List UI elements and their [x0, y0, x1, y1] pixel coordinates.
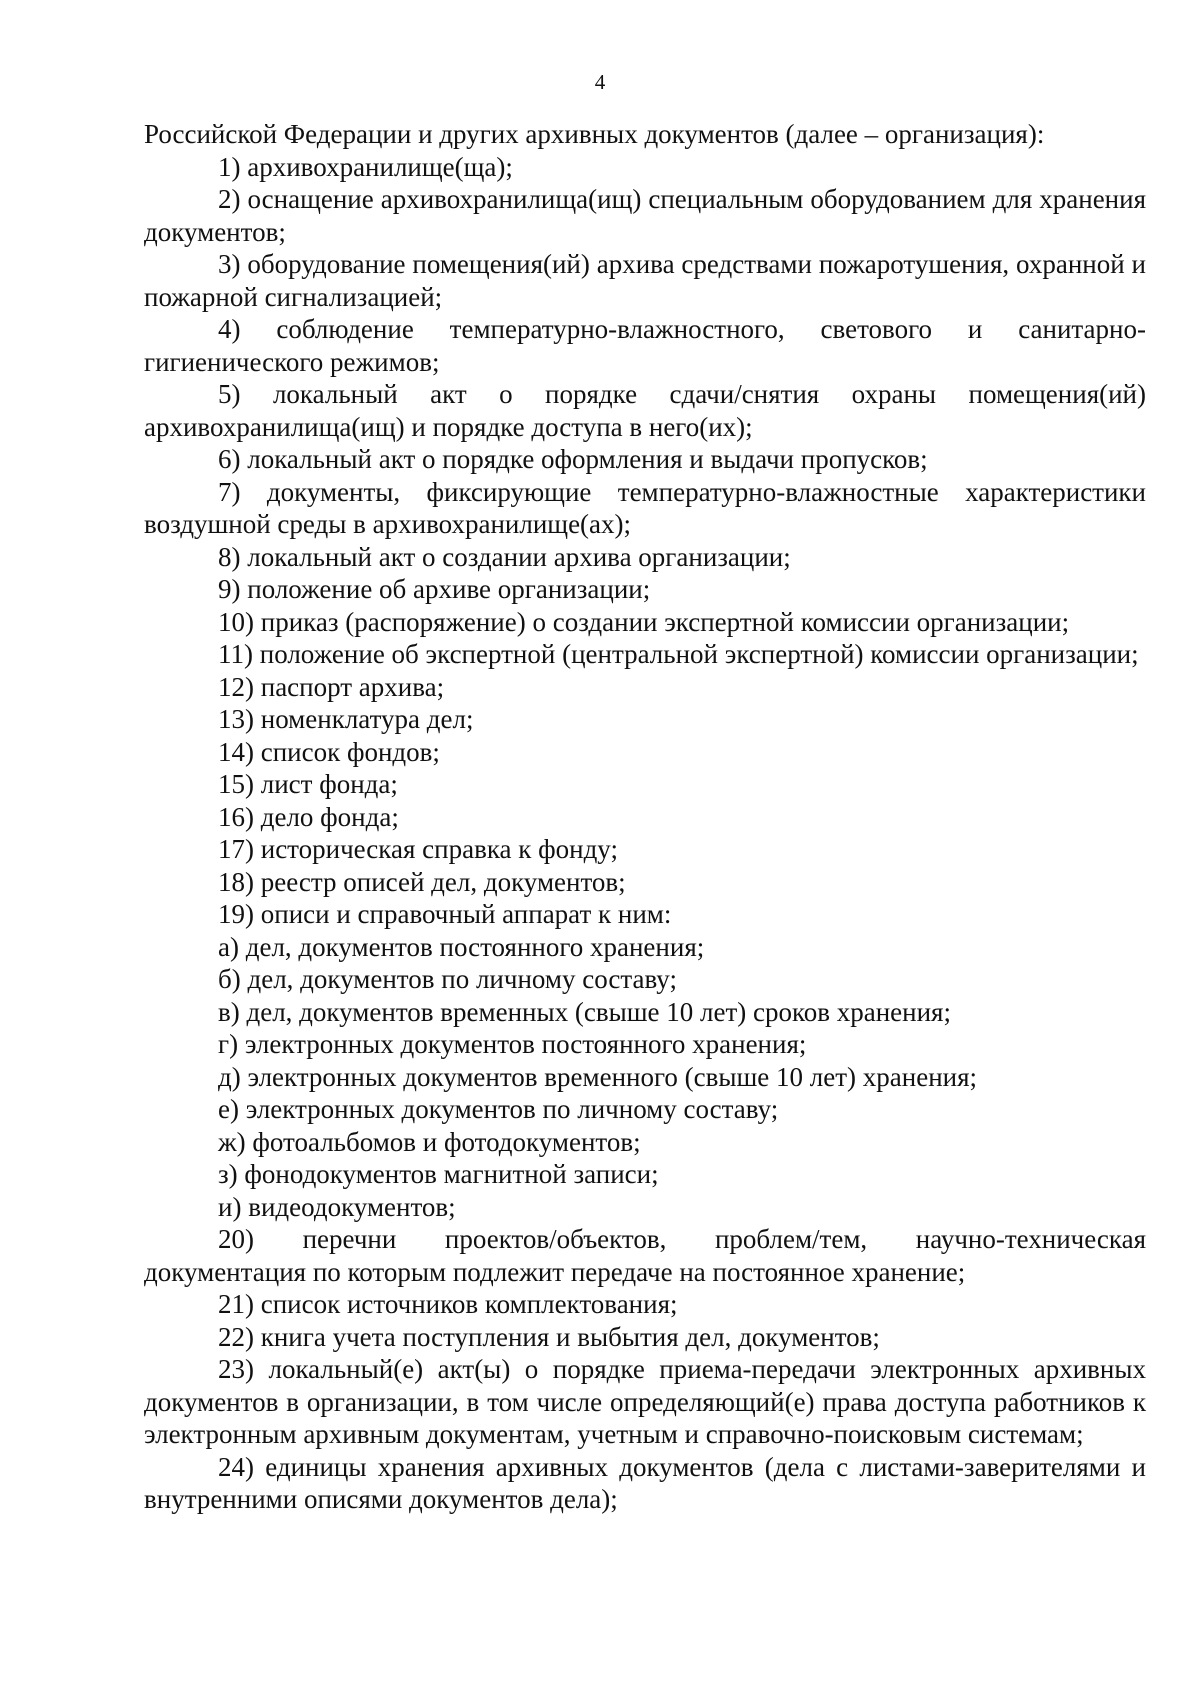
document-paragraph: 23) локальный(е) акт(ы) о порядке приема-передачи электронных архивных документов в организации, в том числе определяющий(е) права доступа работников к электронным архивным документам, учетным и справочно-поисковым системам;: [144, 1354, 1146, 1449]
document-paragraph: 17) историческая справка к фонду;: [218, 834, 618, 864]
document-paragraph: 2) оснащение архивохранилища(ищ) специальным оборудованием для хранения документов;: [144, 184, 1146, 247]
document-paragraph: 13) номенклатура дел;: [218, 704, 474, 734]
document-paragraph: 1) архивохранилище(ща);: [218, 151, 513, 182]
document-paragraph: а) дел, документов постоянного хранения;: [218, 931, 705, 962]
document-body: [144, 118, 1146, 1516]
document-paragraph: 18) реестр описей дел, документов;: [218, 866, 626, 897]
document-paragraph: 14) список фондов;: [218, 736, 440, 767]
document-paragraph: 19) описи и справочный аппарат к ним:: [218, 899, 672, 929]
document-paragraph: д) электронных документов временного (свыше 10 лет) хранения;: [218, 1061, 978, 1092]
page-number: 4: [594, 70, 606, 94]
document-paragraph: 15) лист фонда;: [218, 769, 398, 799]
document-paragraph: 22) книга учета поступления и выбытия дел, документов;: [218, 1321, 880, 1352]
document-paragraph: 21) список источников комплектования;: [218, 1289, 678, 1319]
document-paragraph: 4) соблюдение температурно-влажностного, светового и санитарно-гигиенического режимов;: [144, 314, 1146, 377]
document-paragraph: 11) положение об экспертной (центральной экспертной) комиссии организации;: [218, 639, 1139, 669]
document-paragraph: 24) единицы хранения архивных документов (дела с листами-заверителями и внутренними описями документов дела);: [144, 1451, 1146, 1514]
document-paragraph: 12) паспорт архива;: [218, 671, 445, 702]
document-paragraph: и) видеодокументов;: [218, 1191, 456, 1222]
document-paragraph: 16) дело фонда;: [218, 801, 399, 832]
document-paragraph: Российской Федерации и других архивных документов (далее – организация):: [144, 119, 1045, 149]
document-paragraph: ж) фотоальбомов и фотодокументов;: [218, 1126, 641, 1157]
document-paragraph: г) электронных документов постоянного хранения;: [218, 1029, 807, 1059]
document-paragraph: 3) оборудование помещения(ий) архива средствами пожаротушения, охранной и пожарной сигнализацией;: [144, 249, 1146, 312]
document-paragraph: 6) локальный акт о порядке оформления и выдачи пропусков;: [218, 444, 928, 474]
document-paragraph: 8) локальный акт о создании архива организации;: [218, 541, 791, 572]
document-paragraph: в) дел, документов временных (свыше 10 лет) сроков хранения;: [218, 996, 951, 1027]
document-paragraph: 9) положение об архиве организации;: [218, 574, 651, 604]
document-paragraph: 7) документы, фиксирующие температурно-влажностные характеристики воздушной среды в архивохранилище(ах);: [144, 476, 1146, 539]
document-paragraph: з) фонодокументов магнитной записи;: [218, 1159, 659, 1189]
document-paragraph: 20) перечни проектов/объектов, проблем/тем, научно-техническая документация по которым подлежит передаче на постоянное хранение;: [144, 1224, 1146, 1287]
document-paragraph: 5) локальный акт о порядке сдачи/снятия охраны помещения(ий) архивохранилища(ищ) и порядке доступа в него(их);: [144, 379, 1146, 442]
document-paragraph: е) электронных документов по личному составу;: [218, 1094, 779, 1124]
document-paragraph: б) дел, документов по личному составу;: [218, 964, 677, 994]
document-paragraph: 10) приказ (распоряжение) о создании экспертной комиссии организации;: [218, 606, 1070, 637]
